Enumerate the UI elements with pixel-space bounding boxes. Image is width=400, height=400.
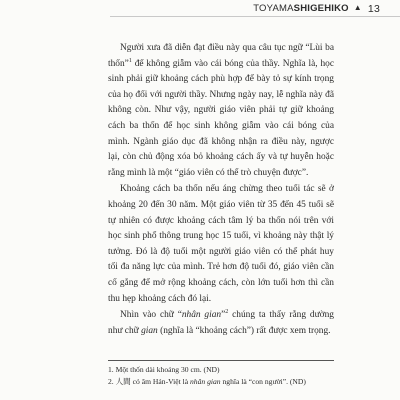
body-text xyxy=(108,41,334,339)
page-number: 13 xyxy=(367,2,380,15)
footnote-ref-2: 2 xyxy=(225,308,229,315)
header-rule xyxy=(110,16,400,17)
footnotes xyxy=(108,364,334,388)
footnote-separator xyxy=(108,360,334,361)
paragraph-3: Nhìn vào chữ “nhân gian”$^2$ chúng ta thấy rằng dường như chữ gian (nghĩa là “khoảng cách”) rất được xem trọng. xyxy=(108,308,334,336)
paragraph-2: Khoảng cách ba thốn nếu áng chừng theo tuổi tác sẽ ở khoảng 20 đến 30 năm. Một giáo viên từ 35 đến 45 tuổi sẽ tự nhiên có được khoảng cách tâm lý ba thốn nói trên với học sinh phổ thông trung học 15 tuổi, vì khoảng này thật lý tưởng. Đó là độ tuổi một người giáo viên có thể phát huy tối đa năng lực của mình. Trẻ hơn độ tuổi đó, giáo viên cần cố gắng để mở rộng khoảng cách, còn lớn tuổi hơn thì cần thu hẹp khoảng cách đó lại. xyxy=(108,184,334,304)
footnote-2: 2. 人間 có âm Hán-Việt là nhân gian nghĩa là “con người”. (ND) xyxy=(108,377,306,386)
footnote-ref-1: 1 xyxy=(128,57,132,64)
running-header xyxy=(110,0,400,17)
author-name: TOYAMA xyxy=(253,3,294,14)
paragraph-1: Người xưa đã diễn đạt điều này qua câu tục ngữ “Lùi ba thốn”$^1$ để không giẫm vào cái bóng của thầy. Nghĩa là, học sinh phải giữ khoảng cách phù hợp để bày tỏ sự kính trọng của họ đối với người thầy. Nhưng ngày nay, lễ nghĩa này đã không còn. Như vậy, người giáo viên phải tự giữ khoảng cách ba thốn để học sinh không giẫm vào cái bóng của mình. Ngành giáo dục đã không nhận ra điều này, ngược lại, còn chủ động xóa bỏ khoảng cách ấy và tự huyễn hoặc rằng mình là một “giáo viên có thể trò chuyện được”. xyxy=(108,43,334,178)
triangle-icon: ▲ xyxy=(353,3,362,12)
footnote-1: 1. Một thốn dài khoảng 30 cm. (ND) xyxy=(108,365,220,374)
author-surname: SHIGEHIKO xyxy=(293,3,349,14)
